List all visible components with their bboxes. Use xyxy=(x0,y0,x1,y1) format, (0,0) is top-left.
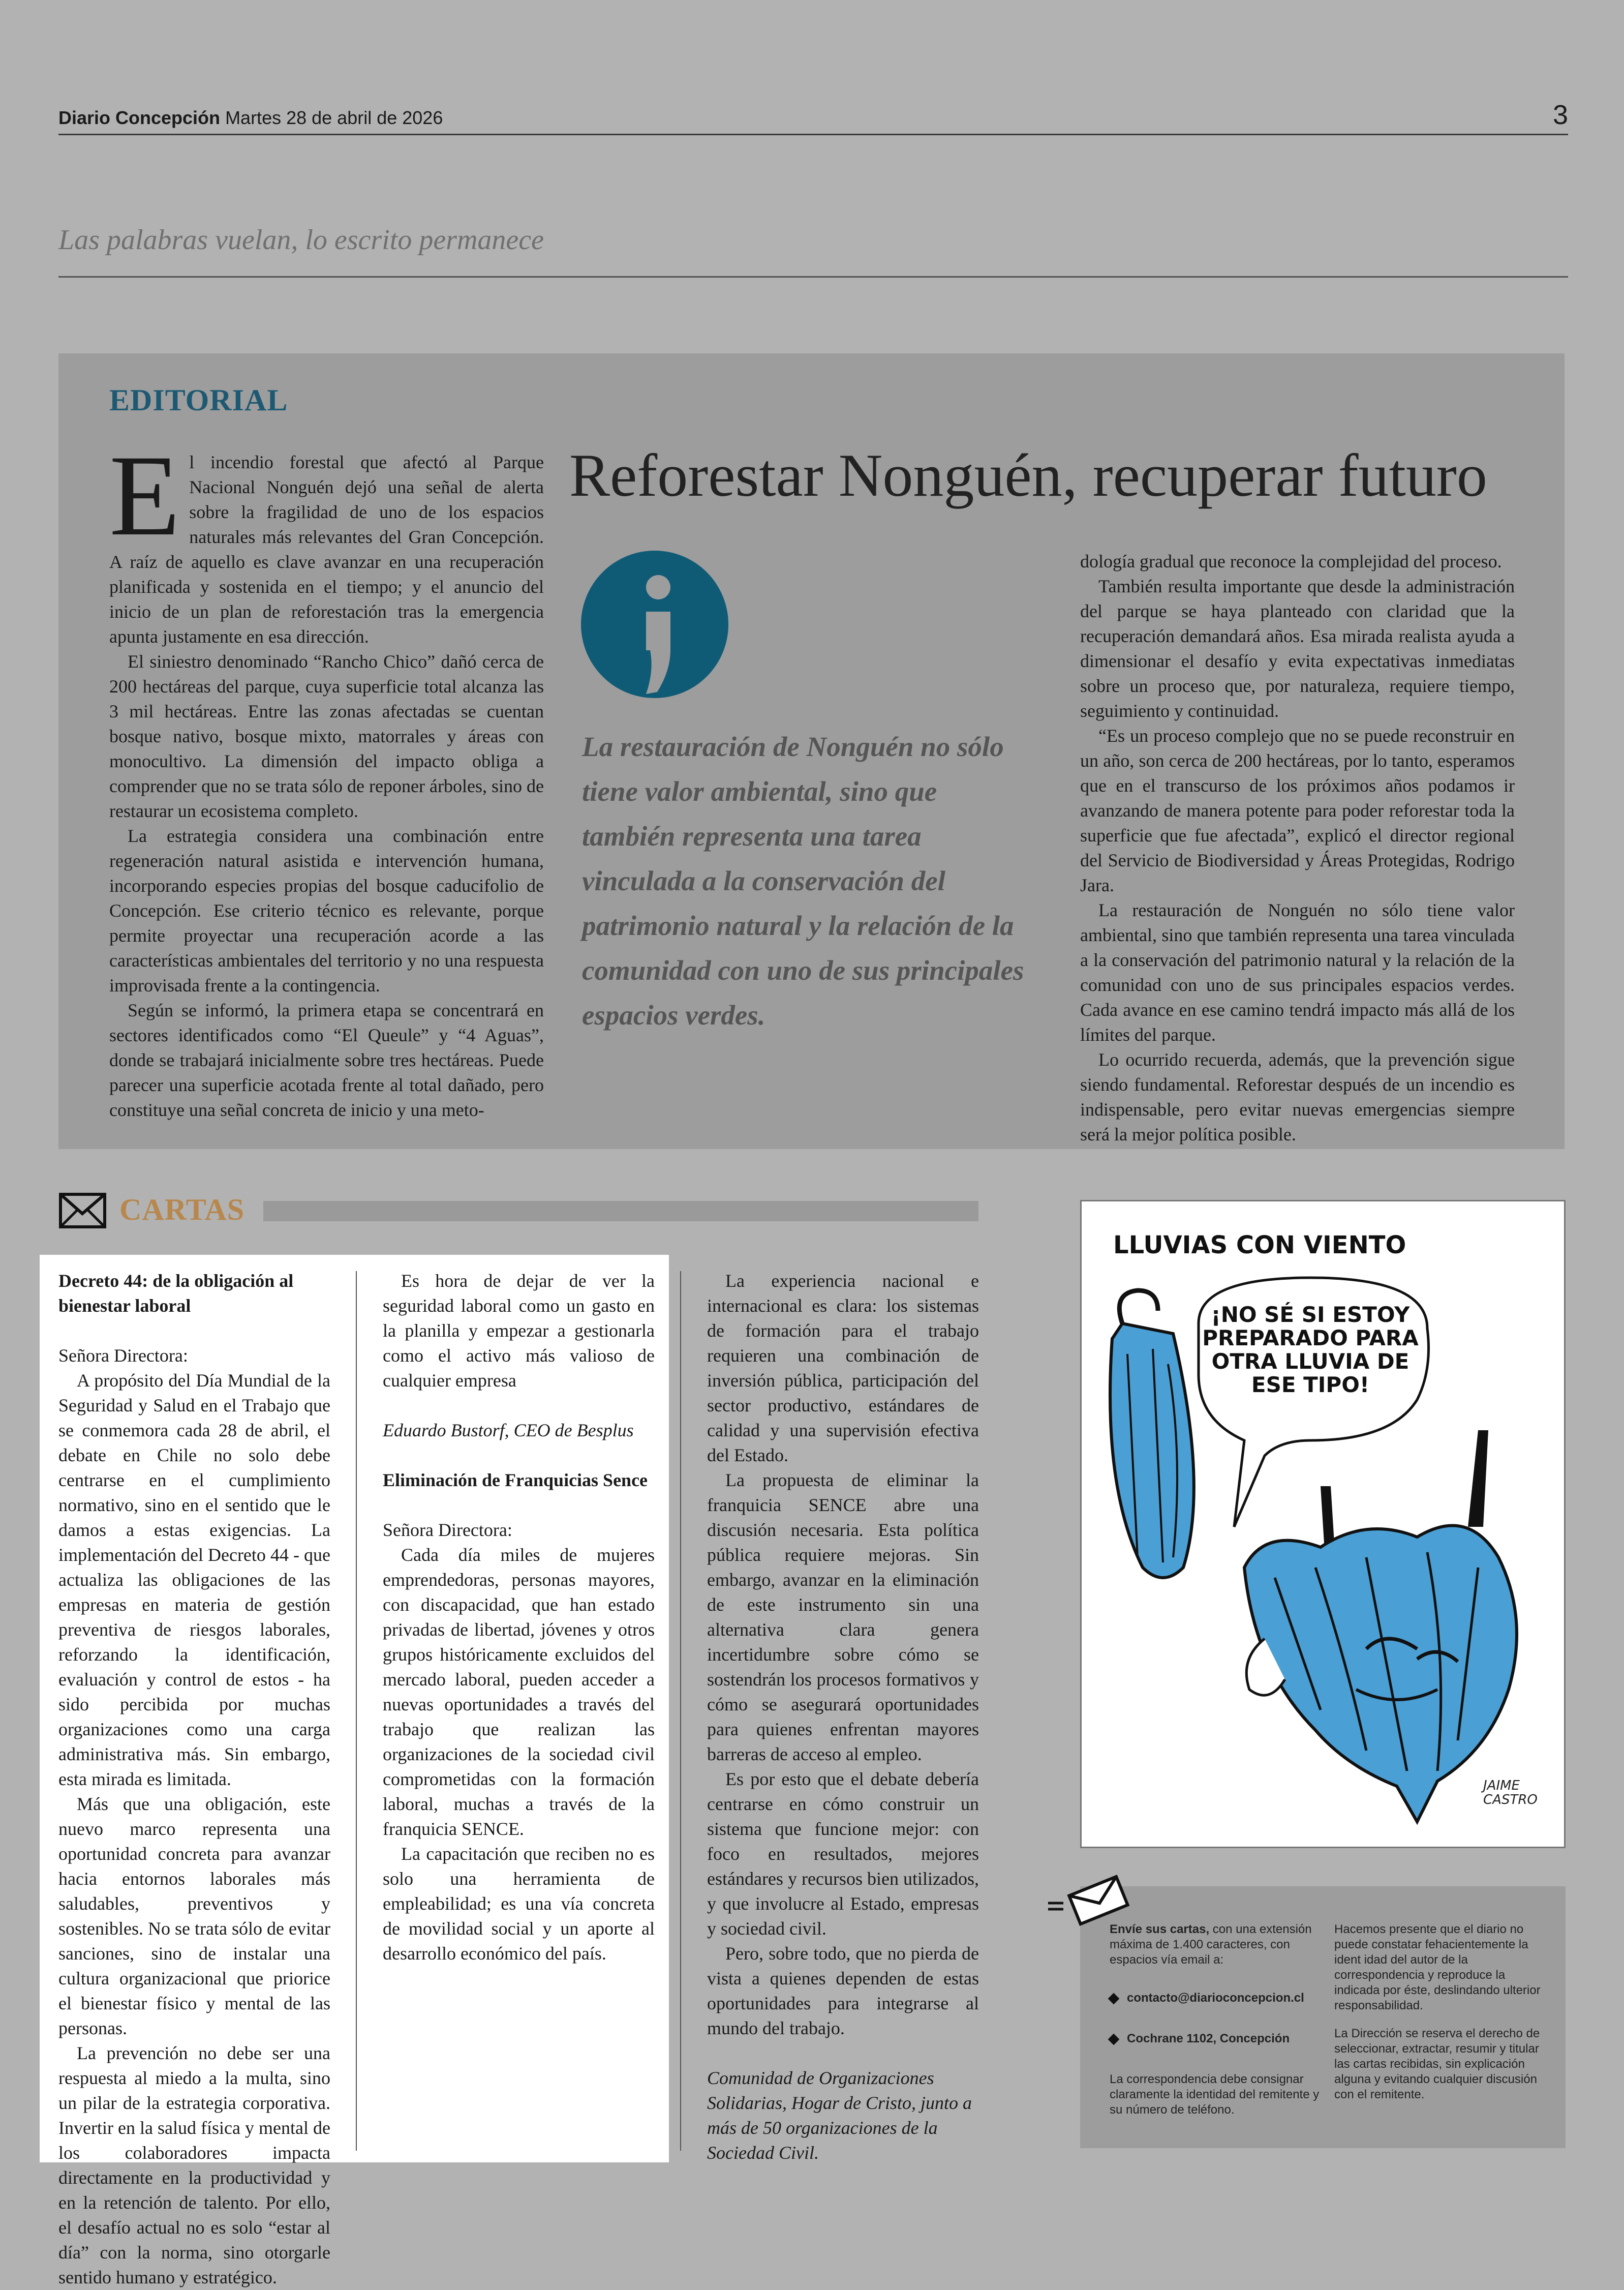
editorial-column-3 xyxy=(1080,549,1515,1147)
letter-paragraph: Es hora de dejar de ver la seguridad laboral como un gasto en la planilla y empezar a gestionarla como el activo más valioso de cualquier empresa xyxy=(383,1271,655,1391)
editorial-cartoon xyxy=(1080,1200,1566,1848)
editorial-paragraph: La estrategia considera una combinación entre regeneración natural asistida e intervención humana, incorporando especies propias del bosque caducifolio de Concepción. Ese criterio técnico es relevante, porque permite proyectar una recuperación acorde a las características ambientales del territorio y no una respuesta improvisada frente a la contingencia. xyxy=(109,826,544,996)
editorial-paragraph: También resulta importante que desde la administración del parque se haya planteado con claridad que la recuperación demandará años. Esa mirada realista ayuda a dimensionar el desafío y evita expectativas inmediatas sobre un proceso que, por naturaleza, requiere tiempo, seguimiento y continuidad. xyxy=(1080,576,1515,721)
editorial-column-1 xyxy=(109,432,544,1123)
cartoonist-signature: JAIME CASTRO xyxy=(1483,1778,1538,1807)
mail-email-line xyxy=(1110,1991,1323,2006)
diamond-bullet-icon xyxy=(1108,2033,1120,2045)
editorial-headline: Reforestar Nonguén, recuperar futuro xyxy=(569,441,1487,509)
letters-column-2 xyxy=(383,1269,655,1966)
editorial-pull-quote: La restauración de Nonguén no sólo tiene valor ambiental, sino que también representa una tarea vinculada a la conservación del patrimonio natural y la relación de la comunidad con uno de sus principales espacios verdes. xyxy=(582,731,1024,1031)
publication-dateline xyxy=(58,107,443,129)
editorial-paragraph: dología gradual que reconoce la complejidad del proceso. xyxy=(1080,551,1502,571)
editorial-label: EDITORIAL xyxy=(109,383,288,417)
letter-paragraph: La experiencia nacional e internacional es clara: los sistemas de formación para el trabajo requieren una combinación de inversión pública, participación del sector productivo, estándares de calidad y una supervisión efectiva del Estado. xyxy=(707,1271,979,1465)
publication-date: Martes 28 de abril de 2026 xyxy=(225,107,443,128)
section-tagline xyxy=(58,219,1568,278)
editorial-paragraph: La restauración de Nonguén no sólo tiene valor ambiental, sino que también representa una tarea vinculada a la conservación del patrimonio natural y la relación de la comunidad con uno de sus principales espacios verdes. Cada avance en ese camino tendrá impacto más allá de los límites del parque. xyxy=(1080,900,1515,1045)
mail-send-icon xyxy=(1048,1874,1129,1922)
info-icon xyxy=(581,551,728,698)
cartoon-drawing xyxy=(1082,1201,1564,1847)
letter-paragraph: Es por esto que el debate debería centrarse en cómo construir un sistema que funcione mejor: con foco en resultados, mejores estándares y recursos bien utilizados, y que involucre al Estado, empresas y sociedad civil. xyxy=(707,1769,979,1939)
editorial-paragraph: Lo ocurrido recuerda, además, que la prevención sigue siendo fundamental. Reforestar después de un incendio es indispensable, pero evitar nuevas emergencias siempre será la mejor política posible. xyxy=(1080,1049,1515,1144)
cartoon-speech-bubble: ¡NO SÉ SI ESTOY PREPARADO PARA OTRA LLUVIA DE ESE TIPO! xyxy=(1202,1302,1419,1397)
page-header xyxy=(58,102,1568,135)
mail-note-right-2: La Dirección se reserva el derecho de seleccionar, extractar, resumir y titular las cartas recibidas, sin explicación alguna y evitando cualquier discusión con el remitente. xyxy=(1334,2027,1540,2101)
editorial-box xyxy=(58,353,1565,1149)
editorial-lead-paragraph xyxy=(109,432,544,649)
mail-note-right-1: Hacemos presente que el diario no puede constatar fehacientemente la ident idad del autor de la correspondencia y reproduce la indicada por éste, deslindando ulterior responsabilidad. xyxy=(1334,1922,1541,2012)
column-divider xyxy=(680,1271,681,2151)
column-divider xyxy=(356,1271,357,2151)
mail-email[interactable]: contacto@diarioconcepcion.cl xyxy=(1127,1991,1304,2005)
cartoon-caption: LLUVIAS CON VIENTO xyxy=(1113,1231,1406,1259)
letter-signature: Comunidad de Organizaciones Solidarias, Hogar de Cristo, junto a más de 50 organizaciones de la Sociedad Civil. xyxy=(707,2068,972,2163)
letters-column-1 xyxy=(58,1269,330,2290)
letter-paragraph: La propuesta de eliminar la franquicia SENCE abre una discusión necesaria. Esta política pública requiere mejoras. Sin embargo, avanzar en la eliminación de este instrumento sin una alternativa clara genera incertidumbre sobre cómo se sostendrán los procesos formativos y cómo se asegurará oportunidades para quienes enfrentan mayores barreras de acceso al empleo. xyxy=(707,1470,979,1764)
letters-column-3 xyxy=(707,1269,979,2190)
mail-send-instructions xyxy=(1110,1922,1323,1968)
letter-title: Eliminación de Franquicias Sence xyxy=(383,1470,648,1490)
mail-address-line xyxy=(1110,2031,1323,2046)
editorial-lead-text: l incendio forestal que afectó al Parque Nacional Nonguén dejó una señal de alerta sobre la fragilidad de uno de los espacios naturales más relevantes del Gran Concepción. A raíz de aquello es clave avanzar en una recuperación planificada y sostenida en el tiempo; y el anuncio del inicio de un plan de reforestación tras la emergencia apunta justamente en esa dirección. xyxy=(109,452,544,647)
letter-paragraph: La prevención no debe ser una respuesta al miedo a la multa, sino un pilar de la estrategia corporativa. Invertir en la salud física y mental de los colaboradores impacta directamente en la productividad y en la retención de talento. Por ello, el desafío actual no es solo “estar al día” con la norma, sino otorgarle sentido humano y estratégico. xyxy=(58,2043,330,2287)
diamond-bullet-icon xyxy=(1108,1993,1120,2004)
envelope-icon xyxy=(58,1192,107,1229)
letter-salutation: Señora Directora: xyxy=(383,1520,512,1540)
editorial-paragraph: “Es un proceso complejo que no se puede reconstruir en un año, son cerca de 200 hectáreas, por lo tanto, esperamos que en el transcurso de los próximos años podamos ir avanzando de manera potente para poder reforestar toda la superficie que fue afectada”, explicó el director regional del Servicio de Biodiversidad y Áreas Protegidas, Rodrigo Jara. xyxy=(1080,726,1515,895)
letter-paragraph: A propósito del Día Mundial de la Seguridad y Salud en el Trabajo que se conmemora cada 28 de abril, el debate en Chile no solo debe centrarse en el cumplimiento normativo, sino en el sentido que le damos a estas exigencias. La implementación del Decreto 44 - que actualiza las obligaciones de las empresas en materia de gestión preventiva de riesgos laborales, reforzando la identificación, evaluación y control de estos - ha sido percibida por muchas organizaciones como una carga administrativa más. Sin embargo, esta mirada es limitada. xyxy=(58,1370,330,1789)
cartas-header-bar xyxy=(263,1201,978,1221)
letter-paragraph: La capacitación que reciben no es solo una herramienta de empleabilidad; es una vía concreta de movilidad social y un aporte al desarrollo económico del país. xyxy=(383,1844,655,1964)
letter-signature: Eduardo Bustorf, CEO de Besplus xyxy=(383,1420,634,1440)
letter-paragraph: Más que una obligación, este nuevo marco representa una oportunidad concreta para avanzar hacia entornos laborales más saludables, preventivos y sostenibles. No se trata sólo de evitar sanciones, sino de instalar una cultura organizacional que priorice el bienestar físico y mental de las personas. xyxy=(58,1794,330,2038)
editorial-paragraph: Según se informó, la primera etapa se concentrará en sectores identificados como “El Queule” y “4 Aguas”, donde se trabajará inicialmente sobre tres hectáreas. Puede parecer una superficie acotada frente al total dañado, pero constituye una señal concreta de inicio y una meto- xyxy=(109,1000,544,1120)
cartas-section-label: CARTAS xyxy=(119,1193,245,1226)
page-number: 3 xyxy=(1552,100,1568,130)
drop-cap: E xyxy=(109,432,180,560)
editorial-paragraph: El siniestro denominado “Rancho Chico” dañó cerca de 200 hectáreas del parque, cuya superficie total alcanza las 3 mil hectáreas. Entre las zonas afectadas se cuentan bosque nativo, bosque mixto, matorrales y áreas con monocultivo. La dimensión del impacto obliga a comprender que no se trata sólo de reponer árboles, sino de restaurar un ecosistema completo. xyxy=(109,651,544,821)
letter-title: Decreto 44: de la obligación al bienestar laboral xyxy=(58,1271,294,1316)
mail-send-bold: Envíe sus cartas, xyxy=(1110,1922,1210,1936)
publication-name: Diario Concepción xyxy=(58,107,221,128)
tagline-text: Las palabras vuelan, lo escrito permanece xyxy=(58,224,544,256)
mail-send-rest: con una extensión máxima de 1.400 caracteres, con espacios vía email a: xyxy=(1110,1922,1312,1967)
mail-address: Cochrane 1102, Concepción xyxy=(1127,2032,1290,2045)
letter-paragraph: Pero, sobre todo, que no pierda de vista a quienes dependen de estas oportunidades para integrarse al mundo del trabajo. xyxy=(707,1943,979,2038)
mail-note-left: La correspondencia debe consignar claramente la identidad del remitente y su número de teléfono. xyxy=(1110,2072,1320,2117)
letter-paragraph: Cada día miles de mujeres emprendedoras, personas mayores, con discapacidad, que han estado privadas de libertad, jóvenes y otros grupos históricamente excluidos del mercado laboral, pueden acceder a nuevas oportunidades a través del trabajo que realizan las organizaciones de la sociedad civil comprometidas con la formación laboral, muchas a través de la franquicia SENCE. xyxy=(383,1545,655,1839)
letter-salutation: Señora Directora: xyxy=(58,1345,188,1366)
